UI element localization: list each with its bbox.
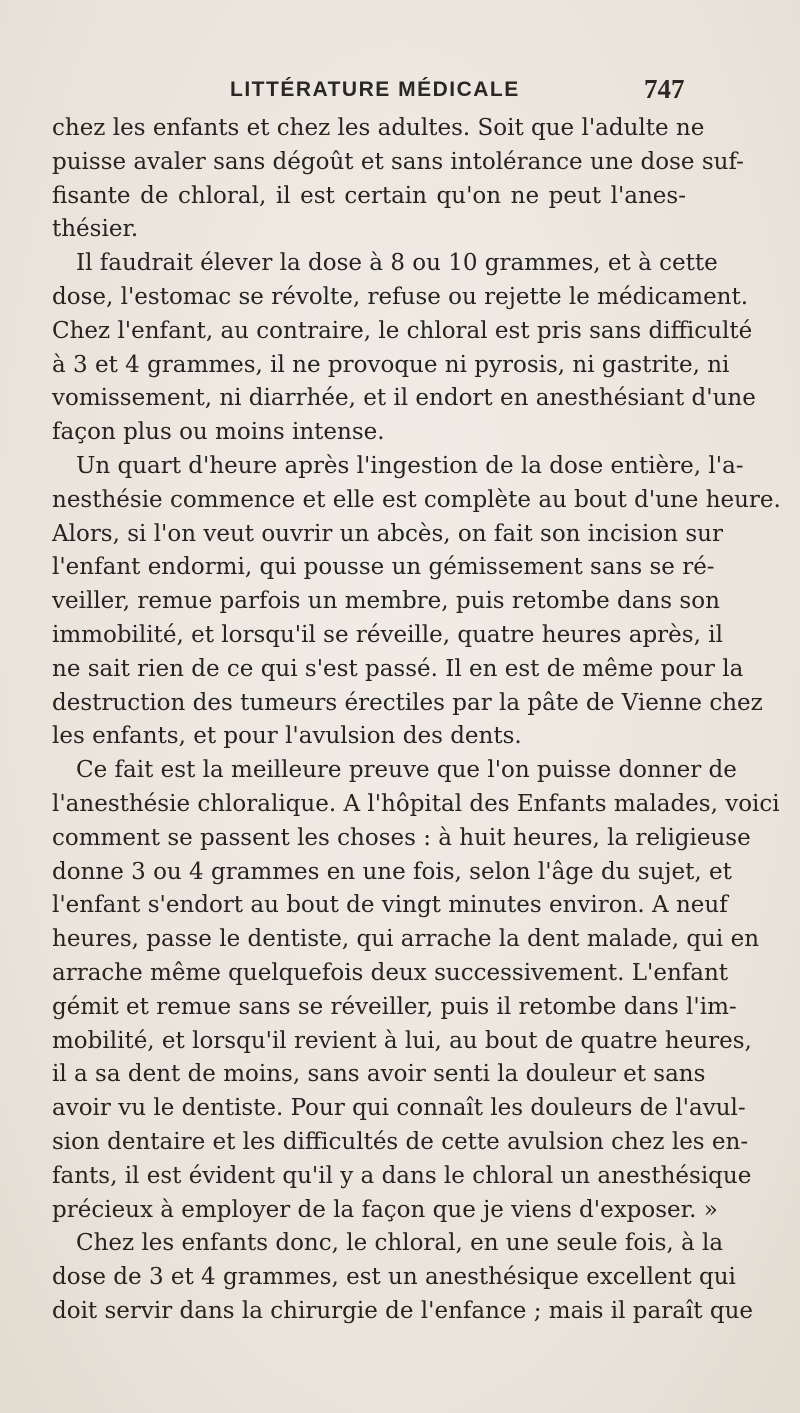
text-line: donne 3 ou 4 grammes en une fois, selon l'âge du sujet, et	[52, 858, 732, 885]
body-text	[52, 112, 781, 1329]
text-line: précieux à employer de la façon que je viens d'exposer. »	[52, 1196, 718, 1223]
text-line: puisse avaler sans dégoût et sans intolérance une dose suf-	[52, 148, 744, 175]
text-line: à 3 et 4 grammes, il ne provoque ni pyrosis, ni gastrite, ni	[52, 351, 730, 378]
text-line: il a sa dent de moins, sans avoir senti la douleur et sans	[52, 1061, 706, 1088]
running-title: LITTÉRATURE MÉDICALE	[230, 78, 520, 101]
text-line: fants, il est évident qu'il y a dans le chloral un anesthésique	[52, 1162, 752, 1189]
text-line: Un quart d'heure après l'ingestion de la dose entière, l'a-	[76, 452, 744, 479]
text-line: dose, l'estomac se révolte, refuse ou rejette le médicament.	[52, 283, 749, 310]
text-line: comment se passent les choses : à huit heures, la religieuse	[52, 824, 751, 851]
text-line: dose de 3 et 4 grammes, est un anesthésique excellent qui	[52, 1264, 736, 1291]
text-line: destruction des tumeurs érectiles par la pâte de Vienne chez	[52, 689, 763, 716]
text-line: thésier.	[52, 216, 139, 243]
text-line: veiller, remue parfois un membre, puis retombe dans son	[52, 588, 720, 615]
text-line: vomissement, ni diarrhée, et il endort en anesthésiant d'une	[52, 385, 756, 412]
text-line: sion dentaire et les difficultés de cette avulsion chez les en-	[52, 1128, 749, 1155]
text-line: fisante de chloral, il est certain qu'on ne peut l'anes-	[52, 182, 686, 209]
text-line: Ce fait est la meilleure preuve que l'on puisse donner de	[76, 757, 737, 784]
text-line: immobilité, et lorsqu'il se réveille, quatre heures après, il	[52, 621, 723, 648]
text-line: gémit et remue sans se réveiller, puis il retombe dans l'im-	[52, 993, 737, 1020]
page-header	[0, 74, 800, 108]
text-line: arrache même quelquefois deux successivement. L'enfant	[52, 959, 729, 986]
text-line: doit servir dans la chirurgie de l'enfance ; mais il paraît que	[52, 1297, 754, 1324]
text-line: l'anesthésie chloralique. A l'hôpital des Enfants malades, voici	[52, 790, 780, 817]
text-line: ne sait rien de ce qui s'est passé. Il en est de même pour la	[52, 655, 744, 682]
text-line: Chez l'enfant, au contraire, le chloral est pris sans difficulté	[52, 317, 753, 344]
text-line: Alors, si l'on veut ouvrir un abcès, on fait son incision sur	[52, 520, 723, 547]
text-line: façon plus ou moins intense.	[52, 419, 385, 446]
text-line: chez les enfants et chez les adultes. Soit que l'adulte ne	[52, 115, 705, 141]
page-number: 747	[644, 74, 685, 104]
text-line: heures, passe le dentiste, qui arrache la dent malade, qui en	[52, 926, 760, 953]
text-line: l'enfant endormi, qui pousse un gémissement sans se ré-	[52, 554, 715, 581]
text-line: l'enfant s'endort au bout de vingt minutes environ. A neuf	[52, 892, 728, 919]
text-line: les enfants, et pour l'avulsion des dents.	[52, 723, 522, 750]
text-line: nesthésie commence et elle est complète au bout d'une heure.	[52, 486, 781, 513]
text-line: avoir vu le dentiste. Pour qui connaît les douleurs de l'avul-	[52, 1095, 746, 1122]
text-line: mobilité, et lorsqu'il revient à lui, au bout de quatre heures,	[52, 1027, 752, 1054]
text-line: Chez les enfants donc, le chloral, en une seule fois, à la	[76, 1230, 724, 1257]
text-line: Il faudrait élever la dose à 8 ou 10 grammes, et à cette	[76, 250, 718, 277]
